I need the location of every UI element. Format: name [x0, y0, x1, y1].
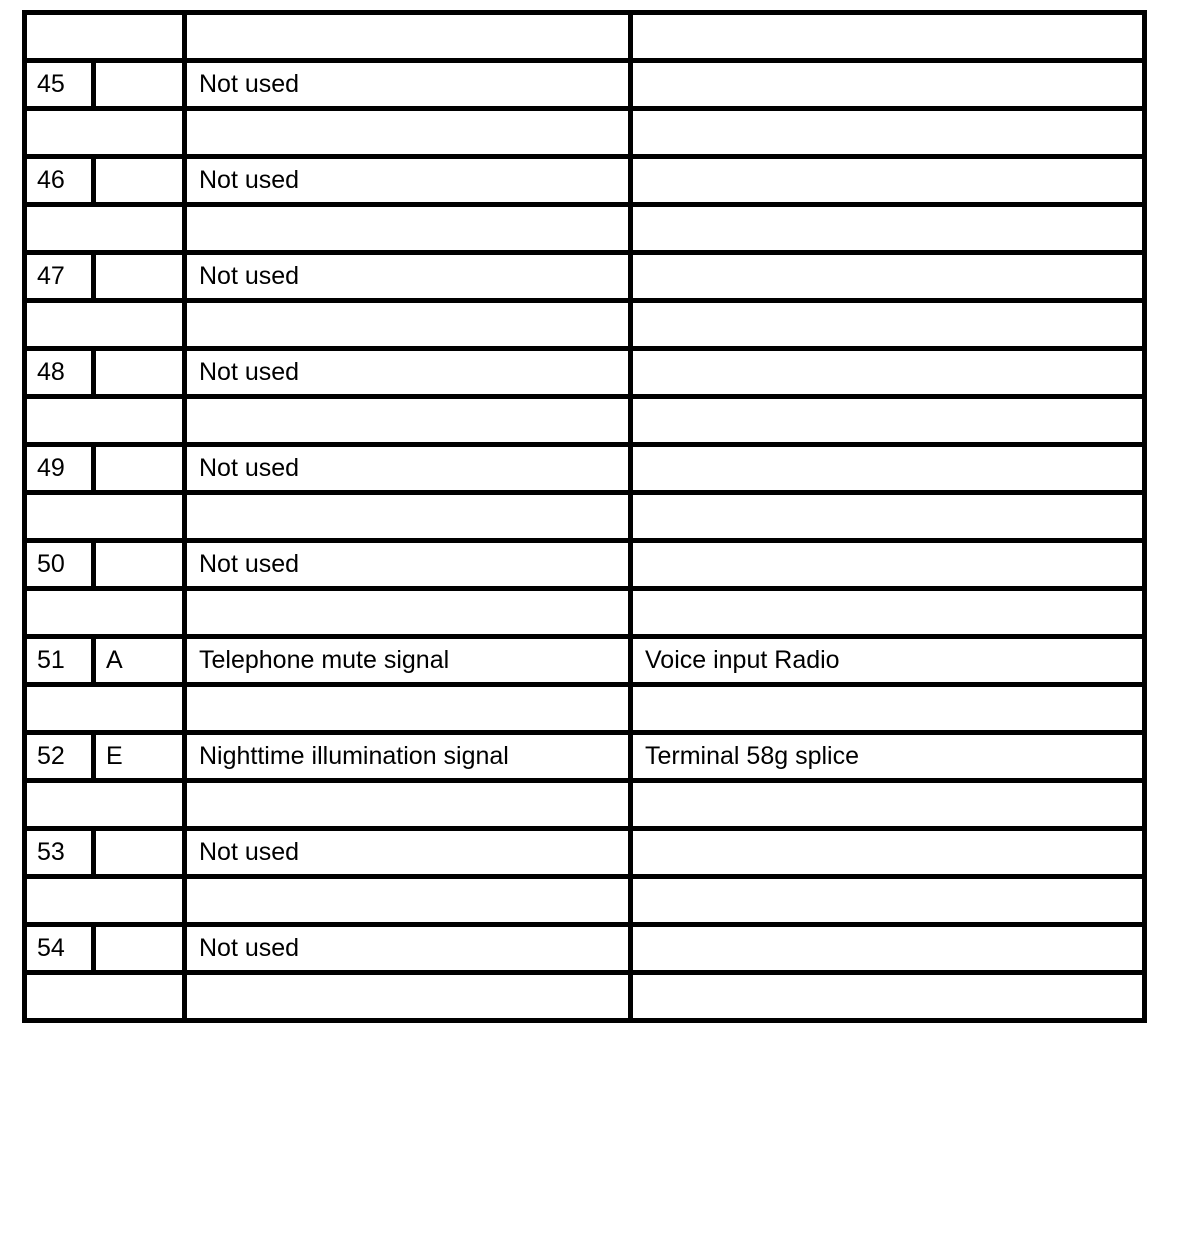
spacer-cell [25, 301, 185, 349]
spacer-cell [631, 397, 1145, 445]
pin-row [25, 157, 1145, 205]
pin-number-cell: 52 [25, 733, 94, 781]
pin-description-cell [631, 829, 1145, 877]
spacer-row [25, 685, 1145, 733]
spacer-cell [631, 205, 1145, 253]
pin-function-cell: Not used [185, 253, 631, 301]
pin-row [25, 925, 1145, 973]
spacer-cell [185, 877, 631, 925]
spacer-cell [185, 13, 631, 61]
spacer-cell [185, 205, 631, 253]
pin-table-body [25, 13, 1145, 1021]
pin-function-cell: Telephone mute signal [185, 637, 631, 685]
pin-row [25, 61, 1145, 109]
pin-function-cell: Not used [185, 925, 631, 973]
pin-row [25, 637, 1145, 685]
pin-function-cell: Not used [185, 349, 631, 397]
pin-function-cell: Not used [185, 541, 631, 589]
spacer-row [25, 205, 1145, 253]
spacer-cell [185, 397, 631, 445]
pin-number-cell: 51 [25, 637, 94, 685]
pin-number-cell: 48 [25, 349, 94, 397]
spacer-cell [185, 685, 631, 733]
spacer-cell [185, 493, 631, 541]
pin-letter-cell [94, 541, 185, 589]
pin-number-cell: 50 [25, 541, 94, 589]
spacer-cell [631, 109, 1145, 157]
spacer-cell [25, 13, 185, 61]
spacer-cell [25, 205, 185, 253]
pin-description-cell [631, 253, 1145, 301]
spacer-cell [185, 781, 631, 829]
pin-description-cell: Voice input Radio [631, 637, 1145, 685]
spacer-row [25, 973, 1145, 1021]
pin-letter-cell: E [94, 733, 185, 781]
spacer-row [25, 301, 1145, 349]
pin-description-cell [631, 157, 1145, 205]
spacer-cell [631, 781, 1145, 829]
spacer-cell [25, 781, 185, 829]
spacer-row [25, 13, 1145, 61]
pin-description-cell [631, 349, 1145, 397]
pin-letter-cell: A [94, 637, 185, 685]
pin-description-cell [631, 925, 1145, 973]
spacer-cell [25, 493, 185, 541]
pin-description-cell: Terminal 58g splice [631, 733, 1145, 781]
pin-row [25, 829, 1145, 877]
pin-function-cell: Not used [185, 445, 631, 493]
pin-number-cell: 45 [25, 61, 94, 109]
spacer-cell [25, 109, 185, 157]
pin-row [25, 253, 1145, 301]
pin-letter-cell [94, 829, 185, 877]
pin-number-cell: 49 [25, 445, 94, 493]
spacer-cell [631, 589, 1145, 637]
spacer-cell [25, 685, 185, 733]
pin-row [25, 541, 1145, 589]
pin-letter-cell [94, 925, 185, 973]
spacer-row [25, 493, 1145, 541]
spacer-cell [631, 973, 1145, 1021]
spacer-cell [631, 685, 1145, 733]
pin-letter-cell [94, 253, 185, 301]
spacer-cell [25, 973, 185, 1021]
connector-pin-table [22, 10, 1147, 1023]
spacer-cell [631, 13, 1145, 61]
pin-description-cell [631, 541, 1145, 589]
pin-function-cell: Not used [185, 829, 631, 877]
pin-letter-cell [94, 445, 185, 493]
pin-description-cell [631, 61, 1145, 109]
spacer-cell [631, 493, 1145, 541]
spacer-cell [25, 589, 185, 637]
spacer-row [25, 397, 1145, 445]
spacer-cell [631, 301, 1145, 349]
pin-number-cell: 53 [25, 829, 94, 877]
pin-letter-cell [94, 61, 185, 109]
spacer-row [25, 589, 1145, 637]
spacer-cell [185, 589, 631, 637]
pin-number-cell: 54 [25, 925, 94, 973]
spacer-row [25, 781, 1145, 829]
spacer-row [25, 877, 1145, 925]
spacer-cell [185, 109, 631, 157]
pin-description-cell [631, 445, 1145, 493]
spacer-cell [185, 301, 631, 349]
pin-letter-cell [94, 349, 185, 397]
pin-number-cell: 47 [25, 253, 94, 301]
spacer-cell [631, 877, 1145, 925]
pin-row [25, 349, 1145, 397]
spacer-cell [25, 397, 185, 445]
pin-row [25, 445, 1145, 493]
pin-function-cell: Not used [185, 61, 631, 109]
pin-letter-cell [94, 157, 185, 205]
spacer-row [25, 109, 1145, 157]
pin-number-cell: 46 [25, 157, 94, 205]
pin-function-cell: Nighttime illumination signal [185, 733, 631, 781]
pin-function-cell: Not used [185, 157, 631, 205]
spacer-cell [185, 973, 631, 1021]
spacer-cell [25, 877, 185, 925]
pin-row [25, 733, 1145, 781]
